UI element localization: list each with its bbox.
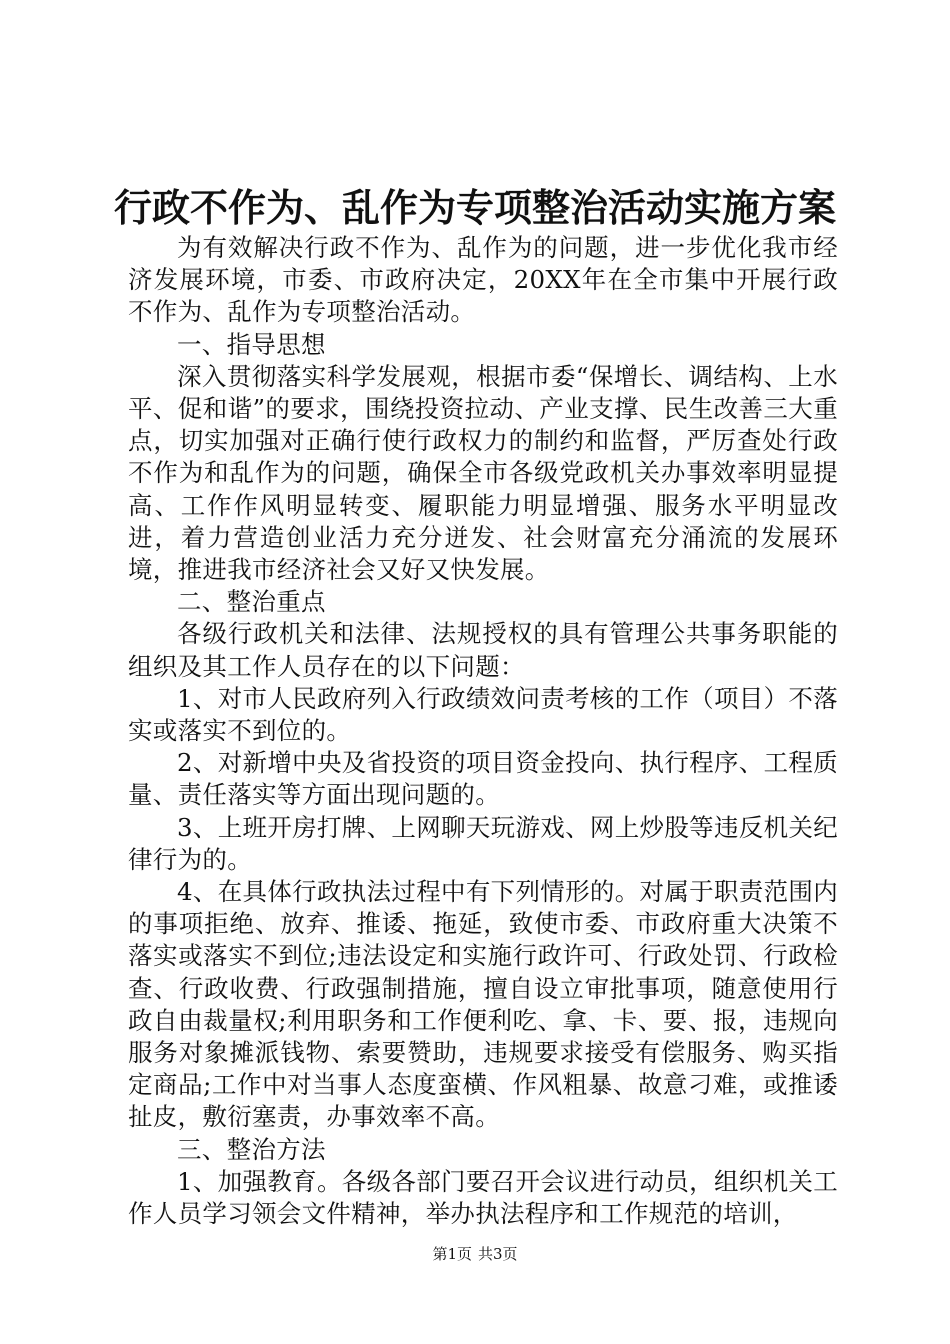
method-1-paragraph: 1、加强教育。各级各部门要召开会议进行动员，组织机关工作人员学习领会文件精神，举办执法程序和工作规范的培训，: [128, 1166, 838, 1229]
key-point-2-paragraph: 2、对新增中央及省投资的项目资金投向、执行程序、工程质量、责任落实等方面出现问题的。: [128, 748, 838, 810]
section-heading-guiding-ideology: 一、指导思想: [177, 329, 326, 359]
intro-paragraph: 为有效解决行政不作为、乱作为的问题，进一步优化我市经济发展环境，市委、市政府决定，20XX年在全市集中开展行政不作为、乱作为专项整治活动。: [128, 233, 838, 327]
key-point-3-paragraph: 3、上班开房打牌、上网聊天玩游戏、网上炒股等违反机关纪律行为的。: [128, 812, 838, 874]
page-number: 第1页: [432, 1245, 472, 1263]
key-point-4-paragraph: 4、在具体行政执法过程中有下列情形的。对属于职责范围内的事项拒绝、放弃、推诿、拖延，致使市委、市政府重大决策不落实或落实不到位;违法设定和实施行政许可、行政处罚、行政检查、行政收费、行政强制措施，擅自设立审批事项，随意使用行政自由裁量权;利用职务和工作便利吃、拿、卡、要、报，违规向服务对象摊派钱物、索要赞助，违规要求接受有偿服务、购买指定商品;工作中对当事人态度蛮横、作风粗暴、故意刁难，或推诿扯皮，敷衍塞责，办事效率不高。: [128, 877, 838, 1132]
document-title: 行政不作为、乱作为专项整治活动实施方案: [113, 185, 836, 230]
section-heading-methods: 三、整治方法: [177, 1134, 326, 1164]
key-points-intro-paragraph: 各级行政机关和法律、法规授权的具有管理公共事务职能的组织及其工作人员存在的以下问题：: [128, 619, 838, 681]
guiding-ideology-paragraph: 深入贯彻落实科学发展观，根据市委“保增长、调结构、上水平、促和谐”的要求，围绕投资拉动、产业支撑、民生改善三大重点，切实加强对正确行使行政权力的制约和监督，严厉查处行政不作为和乱作为的问题，确保全市各级党政机关办事效率明显提高、工作作风明显转变、履职能力明显增强、服务水平明显改进，着力营造创业活力充分迸发、社会财富充分涌流的发展环境，推进我市经济社会又好又快发展。: [128, 361, 838, 585]
page-footer: [0, 1244, 950, 1264]
section-heading-key-points: 二、整治重点: [177, 587, 326, 617]
key-point-1-paragraph: 1、对市人民政府列入行政绩效问责考核的工作（项目）不落实或落实不到位的。: [128, 683, 838, 746]
page-total: 共3页: [478, 1245, 518, 1263]
document-body: [128, 232, 838, 1230]
